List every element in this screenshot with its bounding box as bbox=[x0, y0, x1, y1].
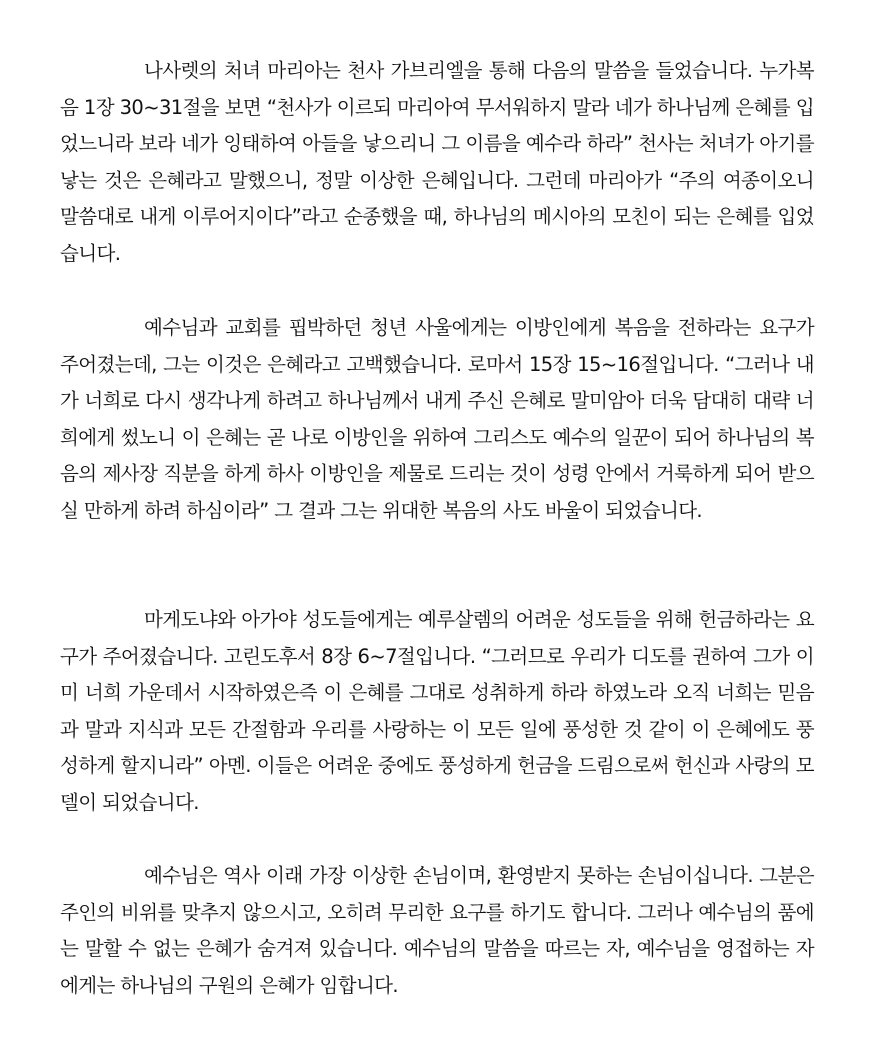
paragraph-macedonia-offering: 마게도냐와 아가야 성도들에게는 예루살렘의 어려운 성도들을 위해 헌금하라는 요구가 주어졌습니다. 고린도후서 8장 6~7절입니다. “그러므로 우리가 디도를 권하여 그가 이미 너희 가운데서 시작하였은즉 이 은혜를 그대로 성취하게 하라 하였노라 오직 너희는 믿음과 말과 지식과 모든 간절함과 우리를 사랑하는 이 모든 일에 풍성한 것 같이 이 은혜에도 풍성하게 할지니라” 아멘. 이들은 어려운 중에도 풍성하게 헌금을 드림으로써 헌신과 사랑의 모델이 되었습니다. bbox=[60, 608, 814, 814]
paragraph-paul-grace: 예수님과 교회를 핍박하던 청년 사울에게는 이방인에게 복음을 전하라는 요구가 주어졌는데, 그는 이것은 은혜라고 고백했습니다. 로마서 15장 15~16절입니다. “그러나 내가 너희로 다시 생각나게 하려고 하나님께서 내게 주신 은혜로 말미암아 더욱 담대히 대략 너희에게 썼노니 이 은혜는 곧 나로 이방인을 위하여 그리스도 예수의 일꾼이 되어 하나님의 복음의 제사장 직분을 하게 하사 이방인을 제물로 드리는 것이 성령 안에서 거룩하게 되어 받으실 만하게 하려 하심이라” 그 결과 그는 위대한 복음의 사도 바울이 되었습니다. bbox=[60, 316, 814, 522]
paragraph-mary-grace: 나사렛의 처녀 마리아는 천사 가브리엘을 통해 다음의 말씀을 들었습니다. 누가복음 1장 30~31절을 보면 “천사가 이르되 마리아여 무서워하지 말라 네가 하나님께 은혜를 입었느니라 보라 네가 잉태하여 아들을 낳으리니 그 이름을 예수라 하라” 천사는 처녀가 아기를 낳는 것은 은혜라고 말했으니, 정말 이상한 은혜입니다. 그런데 마리아가 “주의 여종이오니 말씀대로 내게 이루어지이다”라고 순종했을 때, 하나님의 메시아의 모친이 되는 은혜를 입었습니다. bbox=[60, 59, 814, 265]
paragraph-jesus-guest: 예수님은 역사 이래 가장 이상한 손님이며, 환영받지 못하는 손님이십니다. 그분은 주인의 비위를 맞추지 않으시고, 오히려 무리한 요구를 하기도 합니다. 그러나 예수님의 품에는 말할 수 없는 은혜가 숨겨져 있습니다. 예수님의 말씀을 따르는 자, 예수님을 영접하는 자에게는 하나님의 구원의 은혜가 임합니다. bbox=[60, 864, 814, 997]
